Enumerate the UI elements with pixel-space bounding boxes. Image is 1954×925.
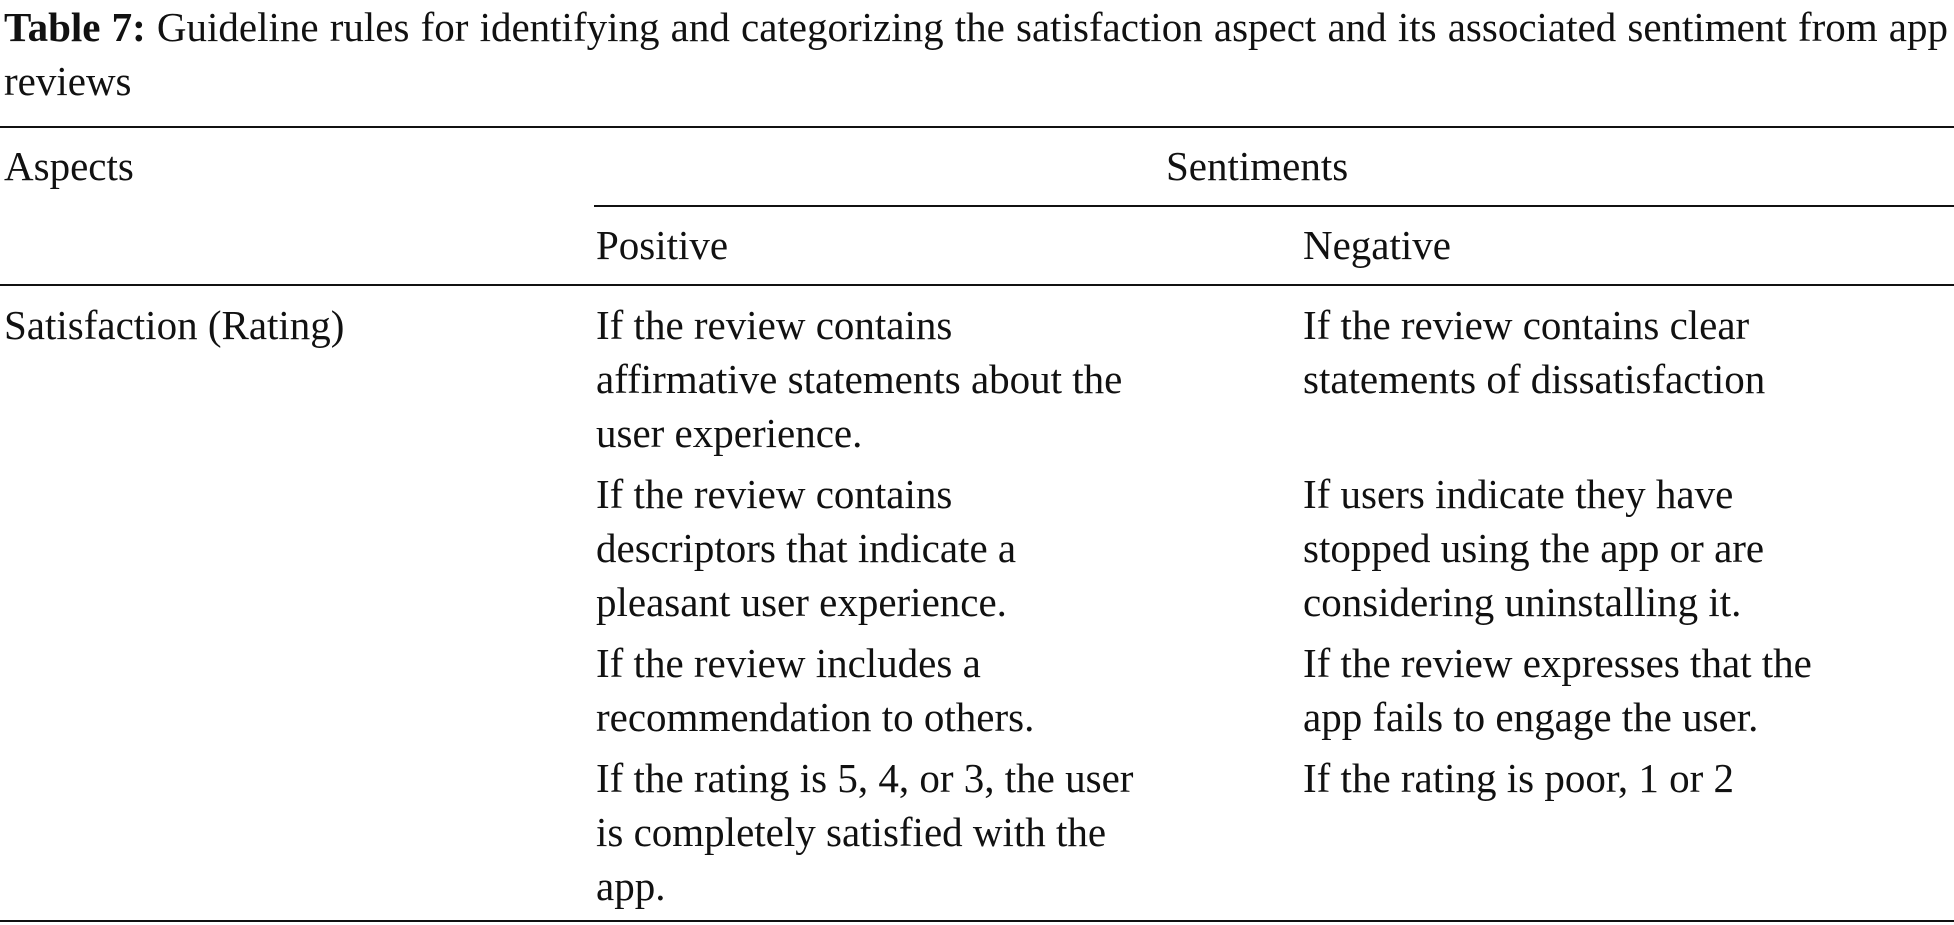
header-sentiments: Sentiments — [1166, 143, 1349, 189]
rule-positive-1: If the review contains affirmative statements about the user experience. — [596, 302, 1123, 456]
header-aspects: Aspects — [4, 143, 134, 189]
rule-negative-3: If the review expresses that the app fails to engage the user. — [1303, 640, 1812, 740]
header-bottom-rule — [0, 284, 1954, 286]
rule-positive-4: If the rating is 5, 4, or 3, the user is completely satisfied with the app. — [596, 755, 1134, 909]
table-caption-text: Guideline rules for identifying and categorizing the satisfaction aspect and its associated sentiment from app reviews — [4, 4, 1948, 104]
table-caption — [4, 0, 1948, 108]
table-top-rule — [0, 126, 1954, 128]
table-bottom-rule — [0, 920, 1954, 922]
header-negative: Negative — [1303, 222, 1451, 268]
table-caption-label: Table 7: — [4, 4, 146, 50]
rule-negative-2: If users indicate they have stopped using the app or are considering uninstalling it. — [1303, 471, 1765, 625]
rule-positive-2: If the review contains descriptors that indicate a pleasant user experience. — [596, 471, 1017, 625]
aspect-label: Satisfaction (Rating) — [4, 302, 345, 348]
rule-negative-4: If the rating is poor, 1 or 2 — [1303, 755, 1735, 801]
header-positive: Positive — [596, 222, 729, 268]
sentiments-underline-rule — [594, 205, 1954, 207]
rule-positive-3: If the review includes a recommendation to others. — [596, 640, 1035, 740]
rule-negative-1: If the review contains clear statements of dissatisfaction — [1303, 302, 1766, 402]
